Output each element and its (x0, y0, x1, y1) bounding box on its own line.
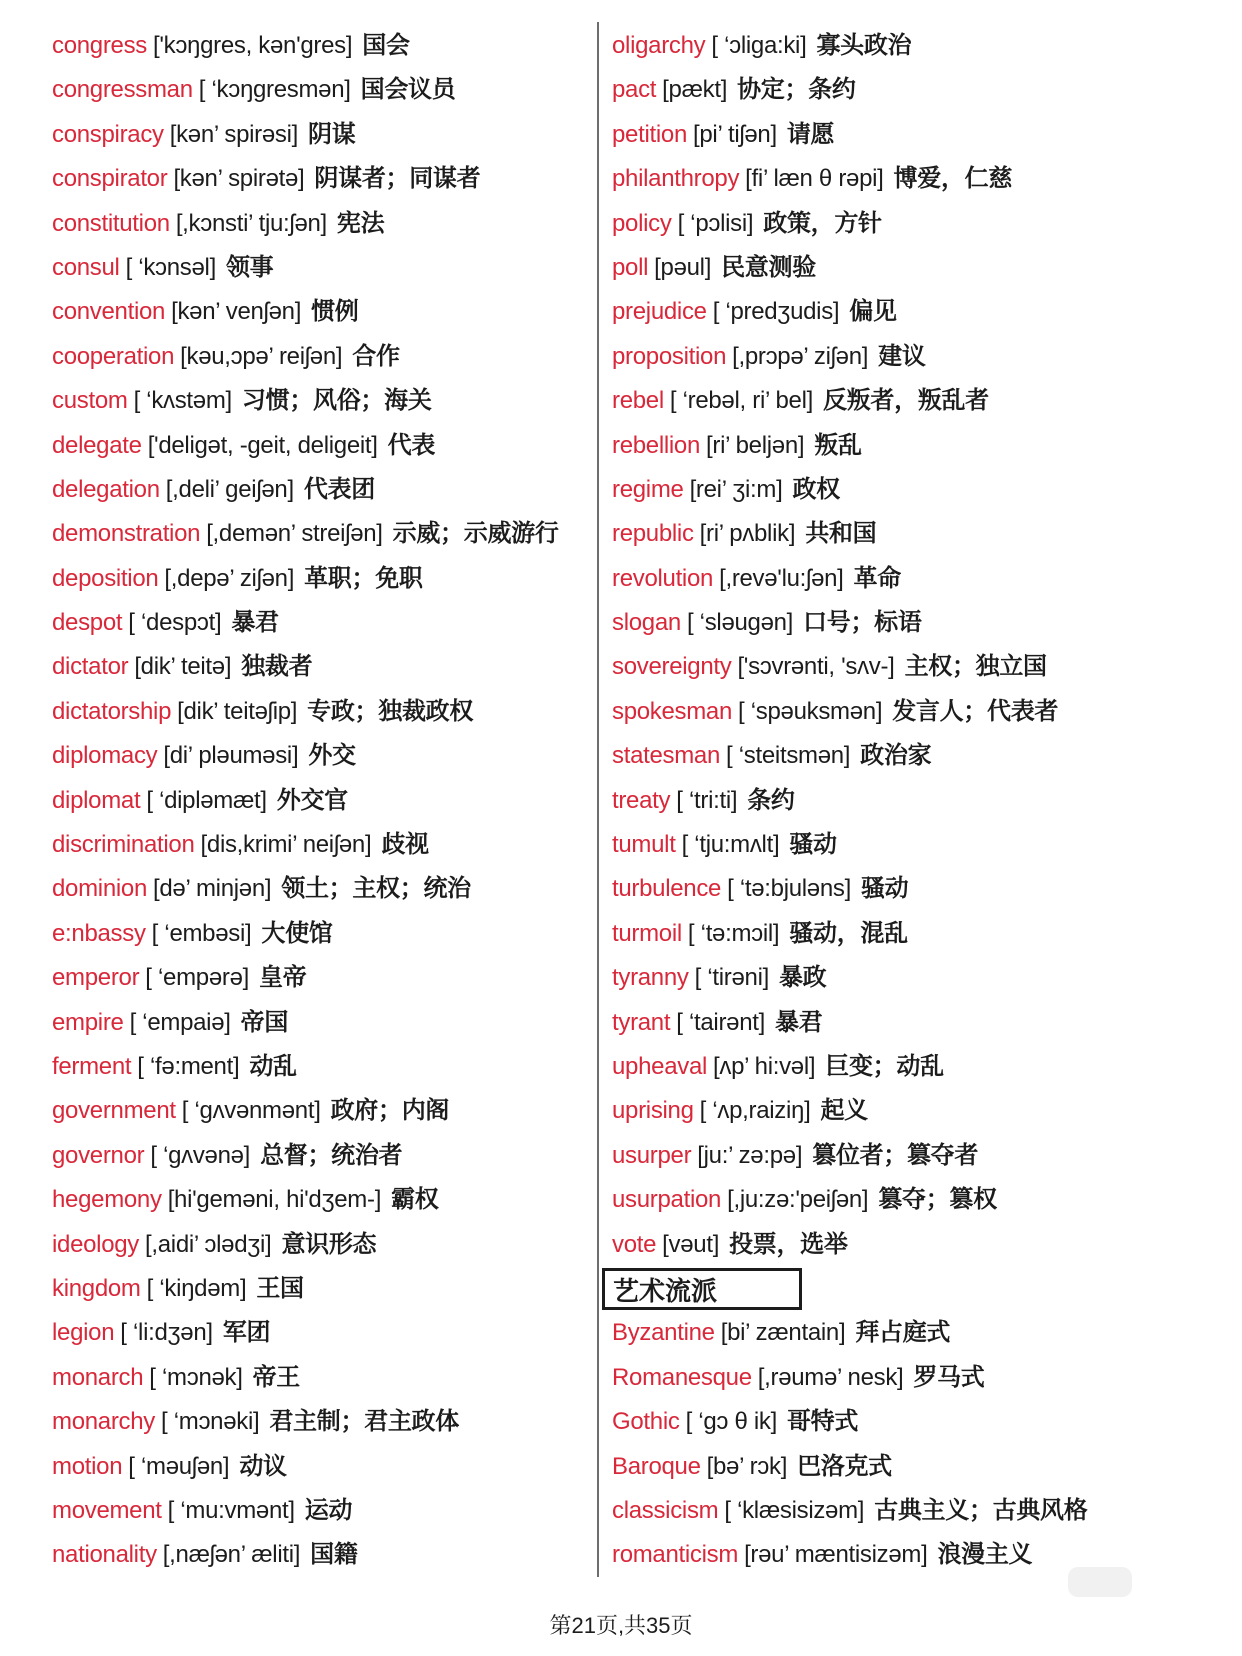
entry-pronunciation: [ ‘gɔ θ ik] (685, 1408, 777, 1436)
entry-pronunciation: [fi’ læn θ rəpi] (745, 165, 884, 193)
entry-word: tumult (612, 831, 676, 859)
entry-word: Byzantine (612, 1319, 715, 1347)
entry-meaning: 请愿 (786, 120, 835, 148)
entry-meaning: 独裁者 (241, 653, 313, 681)
entry-pronunciation: [ ‘mɔnək] (149, 1363, 243, 1391)
entry-word: romanticism (612, 1541, 739, 1569)
vocab-entry (52, 379, 592, 423)
entry-word: poll (612, 253, 649, 281)
entry-pronunciation: [ ‘mɔnəki] (160, 1408, 260, 1436)
entry-meaning: 哥特式 (786, 1408, 859, 1436)
entry-meaning: 巨变；动乱 (825, 1052, 944, 1080)
entry-word: turbulence (612, 875, 722, 903)
entry-word: congressman (52, 76, 193, 104)
vocab-entry (612, 290, 1212, 334)
entry-meaning: 宪法 (336, 209, 385, 237)
entry-word: upheaval (612, 1052, 708, 1080)
entry-pronunciation: [dik’ teitəʃip] (177, 697, 298, 725)
vocab-entry (612, 68, 1212, 112)
vocab-entry (612, 823, 1212, 867)
vocab-entry (612, 1045, 1212, 1089)
entry-word: rebel (612, 387, 664, 415)
vocab-entry (612, 1223, 1212, 1267)
vocab-entry (612, 1356, 1212, 1400)
entry-meaning: 王国 (256, 1274, 304, 1302)
entry-pronunciation: [kən’ spirəsi] (169, 120, 299, 148)
entry-pronunciation: [ ‘ɔliga:ki] (711, 32, 807, 59)
entry-pronunciation: [dik’ teitə] (134, 653, 232, 681)
entry-pronunciation: [,rəumə’ nesk] (757, 1363, 904, 1391)
entry-pronunciation: [dis,krimi’ neiʃən] (200, 831, 372, 859)
entry-meaning: 主权；独立国 (904, 653, 1047, 681)
entry-pronunciation: ['deligət, -geit, deligeit] (147, 431, 378, 459)
entry-meaning: 拜占庭式 (855, 1319, 951, 1347)
entry-meaning: 皇帝 (259, 964, 307, 992)
vocab-entry (52, 246, 592, 290)
entry-word: conspirator (52, 165, 168, 193)
entry-meaning: 阴谋 (308, 120, 356, 148)
entry-meaning: 政权 (792, 475, 840, 503)
entry-word: pact (612, 76, 657, 104)
vocab-entry (612, 1089, 1212, 1133)
entry-pronunciation: [di’ pləuməsi] (163, 742, 299, 770)
entry-word: ideology (52, 1230, 140, 1258)
entry-meaning: 骚动 (860, 875, 909, 903)
vocab-entry (612, 690, 1212, 734)
vocab-entry (612, 734, 1212, 778)
entry-word: nationality (52, 1541, 157, 1569)
entry-word: republic (612, 520, 694, 548)
entry-pronunciation: [ ‘rebəl, ri’ bel] (669, 387, 813, 415)
entry-word: e:nbassy (52, 919, 146, 947)
vocab-entry (52, 912, 592, 956)
vocab-entry (612, 468, 1212, 512)
entry-meaning: 反叛者，叛乱者 (822, 387, 989, 415)
vocab-entry (52, 113, 592, 157)
entry-meaning: 歧视 (381, 831, 429, 859)
entry-word: monarch (52, 1363, 144, 1391)
vocab-entry (52, 202, 592, 246)
entry-pronunciation: [ ‘embəsi] (151, 919, 252, 947)
entry-word: vote (612, 1230, 657, 1258)
vocab-entry (52, 468, 592, 512)
entry-pronunciation: [ ‘kʌstəm] (133, 387, 232, 415)
entry-meaning: 暴君 (231, 609, 279, 637)
entry-word: movement (52, 1496, 162, 1524)
vocab-entry (52, 1400, 592, 1444)
entry-word: statesman (612, 742, 721, 770)
entry-meaning: 共和国 (805, 520, 877, 548)
entry-meaning: 建议 (878, 342, 926, 370)
entry-pronunciation: [,revə'lu:ʃən] (719, 564, 844, 592)
left-column (52, 24, 592, 1578)
entry-pronunciation: [ ‘fə:ment] (137, 1052, 240, 1080)
entry-pronunciation: [,deli’ geiʃən] (165, 475, 294, 503)
vocab-entry (612, 557, 1212, 601)
vocab-entry (52, 1356, 592, 1400)
entry-word: hegemony (52, 1186, 162, 1214)
entry-meaning: 骚动，混乱 (789, 919, 908, 947)
vocab-entry (612, 1489, 1212, 1533)
entry-word: delegate (52, 431, 142, 459)
entry-pronunciation: [pi’ tiʃən] (693, 120, 777, 148)
entry-word: tyranny (612, 964, 689, 992)
entry-pronunciation: [kəu,ɔpə’ reiʃən] (180, 342, 343, 370)
page-footer (0, 1609, 1242, 1640)
entry-meaning: 君主制；君主政体 (269, 1408, 459, 1436)
vocab-entry (612, 912, 1212, 956)
entry-pronunciation: [kən’ spirətə] (173, 165, 305, 193)
vocab-entry (612, 1400, 1212, 1444)
entry-word: monarchy (52, 1408, 155, 1436)
entry-pronunciation: [ ‘empərə] (145, 964, 249, 992)
vocab-entry (52, 779, 592, 823)
entry-pronunciation: [,aidi’ ɔlədʒi] (145, 1230, 272, 1258)
entry-word: dominion (52, 875, 147, 903)
entry-pronunciation: [vəut] (662, 1230, 720, 1258)
entry-meaning: 浪漫主义 (937, 1541, 1033, 1569)
section-title-box (602, 1268, 802, 1310)
entry-pronunciation: [ ‘kɔŋgresmən] (198, 76, 351, 104)
entry-pronunciation: [ ‘tri:ti] (676, 786, 738, 814)
entry-pronunciation: [ ‘klæsisizəm] (724, 1496, 865, 1524)
vocab-entry (612, 335, 1212, 379)
vocab-entry (52, 734, 592, 778)
entry-meaning: 革职；免职 (304, 564, 423, 592)
entry-meaning: 篡位者；篡夺者 (812, 1141, 979, 1169)
vocab-entry (612, 246, 1212, 290)
entry-pronunciation: [ ‘kɔnsəl] (125, 253, 216, 281)
entry-word: sovereignty (612, 653, 732, 681)
entry-word: dictator (52, 653, 129, 681)
entry-pronunciation: [ ‘gʌvənmənt] (181, 1097, 321, 1125)
entry-meaning: 习惯；风俗；海关 (241, 387, 432, 415)
entry-word: philanthropy (612, 165, 740, 193)
entry-pronunciation: [pəul] (654, 253, 712, 281)
vocab-entry (52, 68, 592, 112)
entry-word: congress (52, 32, 147, 59)
entry-meaning: 古典主义；古典风格 (874, 1496, 1088, 1524)
vocab-entry (612, 601, 1212, 645)
entry-pronunciation: [ ‘kiŋdəm] (146, 1274, 247, 1302)
entry-word: Romanesque (612, 1363, 752, 1391)
entry-word: Gothic (612, 1408, 680, 1436)
entry-meaning: 动乱 (249, 1052, 297, 1080)
entry-meaning: 国籍 (310, 1541, 358, 1569)
vocab-entry (612, 645, 1212, 689)
entry-pronunciation: [ʌp’ hi:vəl] (713, 1052, 816, 1080)
vocab-entry (612, 867, 1212, 911)
entry-word: cooperation (52, 342, 175, 370)
vocab-entry (52, 24, 592, 68)
entry-meaning: 巴洛克式 (797, 1452, 892, 1480)
vocab-entry (612, 202, 1212, 246)
entry-pronunciation: [ ‘gʌvənə] (150, 1141, 251, 1169)
entry-pronunciation: [ ‘li:dʒən] (120, 1319, 213, 1347)
entry-word: usurpation (612, 1186, 722, 1214)
entry-word: demonstration (52, 520, 201, 548)
vocab-entry (52, 690, 592, 734)
entry-pronunciation: [ ‘tə:bjuləns] (727, 875, 851, 903)
entry-word: consul (52, 253, 120, 281)
entry-word: tyrant (612, 1008, 671, 1036)
entry-meaning: 叛乱 (814, 431, 862, 459)
entry-pronunciation: [,næʃən’ æliti] (162, 1541, 301, 1569)
entry-pronunciation: [hi'geməni, hi'dʒem-] (167, 1186, 382, 1214)
entry-word: despot (52, 609, 123, 637)
vocab-entry (612, 379, 1212, 423)
entry-word: diplomat (52, 786, 141, 814)
vocab-entry (52, 1223, 592, 1267)
vocab-entry (52, 1001, 592, 1045)
entry-pronunciation: [kən’ venʃən] (171, 298, 302, 326)
vocab-entry (612, 1311, 1212, 1355)
entry-word: oligarchy (612, 32, 706, 59)
entry-pronunciation: [ ‘pɔlisi] (677, 209, 754, 237)
entry-word: uprising (612, 1097, 694, 1125)
vocab-entry (52, 645, 592, 689)
entry-word: deposition (52, 564, 159, 592)
entry-word: policy (612, 209, 672, 237)
entry-meaning: 偏见 (849, 298, 897, 326)
entry-word: motion (52, 1452, 123, 1480)
column-divider (597, 22, 599, 1577)
entry-pronunciation: ['kɔŋgres, kən'gres] (152, 32, 353, 59)
entry-word: emperor (52, 964, 140, 992)
entry-meaning: 政策，方针 (763, 209, 882, 237)
entry-word: convention (52, 298, 166, 326)
entry-meaning: 专政；独裁政权 (307, 697, 474, 725)
entry-pronunciation: [bi’ zæntain] (720, 1319, 846, 1347)
entry-meaning: 外交 (308, 742, 356, 770)
vocab-entry (52, 1178, 592, 1222)
entry-pronunciation: [,kɔnsti’ tju:ʃən] (175, 209, 327, 237)
entry-pronunciation: [rei’ ʒi:m] (689, 475, 783, 503)
vocab-entry (612, 1134, 1212, 1178)
entry-meaning: 国会议员 (360, 76, 456, 104)
entry-word: spokesman (612, 697, 733, 725)
vocab-entry (612, 1178, 1212, 1222)
section-title: 艺术流派 (613, 1275, 718, 1306)
entry-meaning: 暴君 (774, 1008, 823, 1036)
vocab-entry (52, 290, 592, 334)
entry-meaning: 动议 (239, 1452, 287, 1480)
entry-meaning: 国会 (362, 32, 410, 59)
entry-meaning: 民意测验 (721, 253, 816, 281)
entry-pronunciation: [pækt] (662, 76, 728, 104)
entry-pronunciation: ['sɔvrənti, 'sʌv-] (737, 653, 895, 681)
entry-word: regime (612, 475, 684, 503)
entry-word: empire (52, 1008, 124, 1036)
entry-word: discrimination (52, 831, 195, 859)
entry-meaning: 政治家 (860, 742, 932, 770)
entry-word: delegation (52, 475, 160, 503)
vocab-entry (612, 424, 1212, 468)
vocab-entry (612, 956, 1212, 1000)
entry-pronunciation: [,ju:zə:'peiʃən] (727, 1186, 869, 1214)
entry-meaning: 示威；示威游行 (392, 520, 559, 548)
entry-meaning: 总督；统治者 (260, 1141, 403, 1169)
entry-word: slogan (612, 609, 681, 637)
entry-word: prejudice (612, 298, 707, 326)
entry-pronunciation: [ ‘ʌp,raiziŋ] (699, 1097, 811, 1125)
entry-meaning: 大使馆 (261, 919, 333, 947)
entry-meaning: 帝王 (252, 1363, 301, 1391)
vocab-entry (612, 157, 1212, 201)
entry-meaning: 罗马式 (913, 1363, 985, 1391)
vocab-entry (52, 424, 592, 468)
vocab-entry (612, 779, 1212, 823)
entry-word: petition (612, 120, 687, 148)
entry-meaning: 口号；标语 (803, 609, 922, 637)
entry-word: legion (52, 1319, 115, 1347)
vocab-entry (52, 157, 592, 201)
entry-word: conspiracy (52, 120, 164, 148)
entry-meaning: 领事 (225, 253, 274, 281)
vocab-entry (52, 1134, 592, 1178)
entry-word: classicism (612, 1496, 719, 1524)
entry-meaning: 惯例 (311, 298, 359, 326)
entry-pronunciation: [ri’ pʌblik] (699, 520, 796, 548)
entry-pronunciation: [ ‘məuʃən] (128, 1452, 230, 1480)
entry-meaning: 军团 (222, 1319, 271, 1347)
vocab-entry (52, 867, 592, 911)
entry-pronunciation: [ ‘tirəni] (694, 964, 769, 992)
vocab-entry (52, 512, 592, 556)
entry-meaning: 暴政 (778, 964, 827, 992)
entry-meaning: 阴谋者；同谋者 (314, 165, 481, 193)
entry-meaning: 帝国 (240, 1008, 289, 1036)
entry-meaning: 意识形态 (281, 1230, 377, 1258)
entry-pronunciation: [də’ minjən] (153, 875, 272, 903)
entry-word: government (52, 1097, 176, 1125)
entry-word: rebellion (612, 431, 701, 459)
entry-pronunciation: [ ‘predʒudis] (712, 298, 840, 326)
vocab-entry (612, 512, 1212, 556)
entry-pronunciation: [ ‘tairənt] (676, 1008, 765, 1036)
page-number: 第21页,共35页 (549, 1613, 693, 1638)
right-column (612, 24, 1212, 1578)
entry-word: revolution (612, 564, 714, 592)
entry-pronunciation: [,demən’ streiʃən] (206, 520, 383, 548)
vocab-entry (52, 1311, 592, 1355)
watermark-logo (1068, 1567, 1132, 1597)
vocab-entry (52, 823, 592, 867)
vocab-entry (52, 1533, 592, 1577)
entry-word: ferment (52, 1052, 132, 1080)
entry-meaning: 协定；条约 (737, 76, 856, 104)
entry-meaning: 博爱，仁慈 (893, 165, 1013, 193)
vocab-entry (52, 1489, 592, 1533)
vocab-entry (52, 601, 592, 645)
vocab-entry (52, 1445, 592, 1489)
entry-meaning: 领土；主权；统治 (281, 875, 471, 903)
entry-meaning: 革命 (853, 564, 901, 592)
entry-meaning: 骚动 (789, 831, 837, 859)
entry-pronunciation: [,depə’ ziʃən] (164, 564, 295, 592)
entry-pronunciation: [ri’ beljən] (706, 431, 805, 459)
entry-meaning: 寡头政治 (816, 32, 912, 59)
section-header (612, 1267, 1212, 1311)
vocab-entry (52, 956, 592, 1000)
entry-word: governor (52, 1141, 145, 1169)
entry-meaning: 篡夺；篡权 (878, 1186, 997, 1214)
vocab-entry (612, 113, 1212, 157)
vocab-entry (52, 1267, 592, 1311)
entry-meaning: 合作 (352, 342, 400, 370)
entry-pronunciation: [ ‘tju:mʌlt] (681, 831, 780, 859)
entry-meaning: 政府；内阁 (330, 1097, 450, 1125)
entry-word: dictatorship (52, 697, 172, 725)
entry-pronunciation: [,prɔpə’ ziʃən] (732, 342, 869, 370)
entry-meaning: 起义 (820, 1097, 868, 1125)
vocab-entry (52, 335, 592, 379)
entry-meaning: 投票，选举 (729, 1230, 848, 1258)
entry-word: treaty (612, 786, 671, 814)
entry-word: custom (52, 387, 128, 415)
entry-pronunciation: [ ‘sləugən] (686, 609, 794, 637)
entry-meaning: 运动 (304, 1496, 353, 1524)
entry-pronunciation: [rəu’ mæntisizəm] (744, 1541, 928, 1569)
entry-pronunciation: [ ‘mu:vmənt] (167, 1496, 295, 1524)
vocab-entry (612, 24, 1212, 68)
entry-meaning: 条约 (747, 786, 795, 814)
entry-meaning: 发言人；代表者 (892, 697, 1059, 725)
entry-word: diplomacy (52, 742, 158, 770)
entry-word: kingdom (52, 1274, 141, 1302)
entry-pronunciation: [bə’ rɔk] (706, 1452, 788, 1480)
vocab-entry (612, 1445, 1212, 1489)
entry-meaning: 代表 (387, 431, 436, 459)
entry-word: turmoil (612, 919, 682, 947)
entry-pronunciation: [ ‘tə:mɔil] (687, 919, 780, 947)
entry-meaning: 代表团 (303, 475, 375, 503)
entry-pronunciation: [ ‘steitsmən] (726, 742, 851, 770)
entry-meaning: 外交官 (276, 786, 348, 814)
entry-word: Baroque (612, 1452, 701, 1480)
entry-word: proposition (612, 342, 727, 370)
entry-pronunciation: [ ‘dipləmæt] (146, 786, 267, 814)
entry-word: constitution (52, 209, 170, 237)
vocab-entry (52, 1089, 592, 1133)
vocab-entry (52, 1045, 592, 1089)
entry-pronunciation: [ ‘despɔt] (128, 609, 222, 637)
entry-meaning: 霸权 (391, 1186, 439, 1214)
entry-pronunciation: [ ‘empaiə] (129, 1008, 231, 1036)
vocab-entry (612, 1001, 1212, 1045)
entry-word: usurper (612, 1141, 692, 1169)
entry-pronunciation: [ju:’ zə:pə] (697, 1141, 803, 1169)
entry-pronunciation: [ ‘spəuksmən] (738, 697, 883, 725)
vocab-entry (52, 557, 592, 601)
